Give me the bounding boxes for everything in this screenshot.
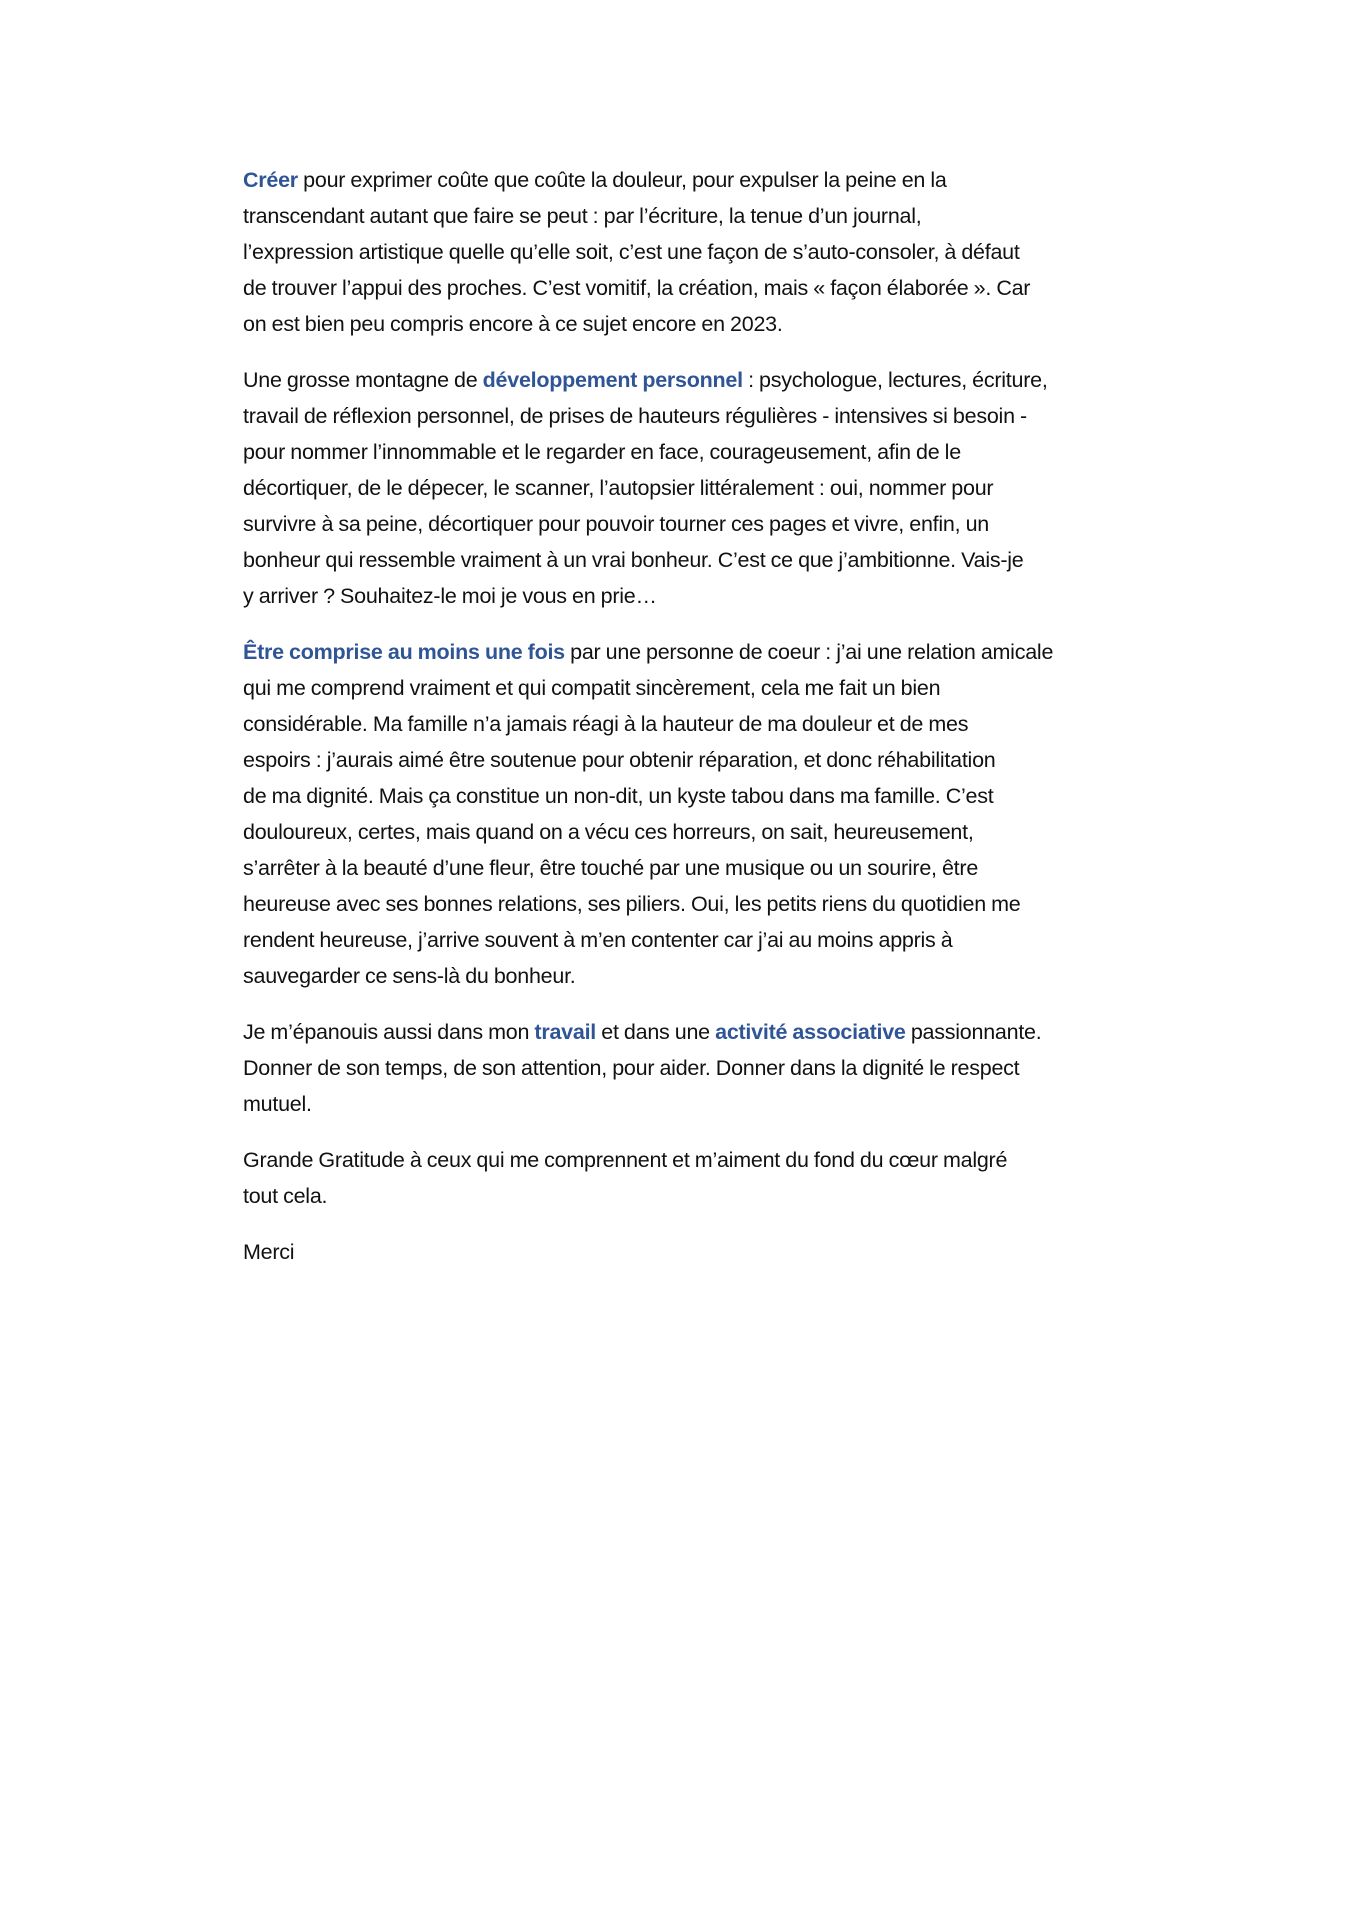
text-line (243, 784, 994, 808)
text-line (243, 168, 947, 192)
text-line (243, 240, 1020, 264)
text-run: qui me comprend vraiment et qui compatit sincèrement, cela me fait un bien (243, 676, 941, 700)
text-run: Je m’épanouis aussi dans mon (243, 1020, 535, 1044)
highlighted-keyword: développement personnel (482, 368, 743, 392)
text-line (243, 584, 657, 608)
text-line (243, 1240, 294, 1264)
text-line (243, 640, 1053, 664)
highlighted-keyword: activité associative (715, 1020, 906, 1044)
text-line (243, 204, 921, 228)
text-run: mutuel. (243, 1092, 312, 1116)
text-line (243, 712, 968, 736)
text-run: tout cela. (243, 1184, 328, 1208)
text-line (243, 404, 1027, 428)
text-run: sauvegarder ce sens-là du bonheur. (243, 964, 576, 988)
text-run: travail de réflexion personnel, de prises de hauteurs régulières - intensives si besoin - (243, 404, 1027, 428)
text-run: décortiquer, de le dépecer, le scanner, l’autopsier littéralement : oui, nommer pour (243, 476, 994, 500)
text-run: bonheur qui ressemble vraiment à un vrai bonheur. C’est ce que j’ambitionne. Vais-je (243, 548, 1024, 572)
text-run: rendent heureuse, j’arrive souvent à m’en contenter car j’ai au moins appris à (243, 928, 953, 952)
text-run: passionnante. (905, 1020, 1042, 1044)
text-run: considérable. Ma famille n’a jamais réagi à la hauteur de ma douleur et de mes (243, 712, 969, 736)
text-run: on est bien peu compris encore à ce sujet encore en 2023. (243, 312, 783, 336)
text-line (243, 1092, 312, 1116)
text-run: survivre à sa peine, décortiquer pour pouvoir tourner ces pages et vivre, enfin, un (243, 512, 989, 536)
highlighted-keyword: Créer (243, 168, 298, 192)
text-line (243, 856, 978, 880)
document-body (243, 162, 1203, 1290)
paragraph (243, 162, 1203, 342)
text-run: y arriver ? Souhaitez-le moi je vous en prie… (243, 584, 657, 608)
text-line (243, 312, 783, 336)
text-run: pour nommer l’innommable et le regarder en face, courageusement, afin de le (243, 440, 961, 464)
text-line (243, 1148, 1007, 1172)
text-line (243, 276, 1030, 300)
text-line (243, 1020, 1041, 1044)
text-run: transcendant autant que faire se peut : par l’écriture, la tenue d’un journal, (243, 204, 922, 228)
highlighted-keyword: Être comprise au moins une fois (243, 640, 565, 664)
text-run: par une personne de coeur : j’ai une relation amicale (564, 640, 1054, 664)
text-run: Grande Gratitude à ceux qui me comprennent et m’aiment du fond du cœur malgré (243, 1148, 1008, 1172)
paragraph (243, 1014, 1203, 1122)
text-run: espoirs : j’aurais aimé être soutenue pour obtenir réparation, et donc réhabilitation (243, 748, 996, 772)
text-line (243, 820, 974, 844)
paragraph (243, 634, 1203, 994)
text-run: l’expression artistique quelle qu’elle soit, c’est une façon de s’auto-consoler, à défaut (243, 240, 1020, 264)
paragraph (243, 362, 1203, 614)
text-line (243, 748, 996, 772)
text-line (243, 476, 993, 500)
text-line (243, 676, 940, 700)
text-run: heureuse avec ses bonnes relations, ses piliers. Oui, les petits riens du quotidien me (243, 892, 1021, 916)
text-run: : psychologue, lectures, écriture, (742, 368, 1048, 392)
highlighted-keyword: travail (534, 1020, 597, 1044)
text-line (243, 512, 989, 536)
text-run: Donner de son temps, de son attention, pour aider. Donner dans la dignité le respect (243, 1056, 1020, 1080)
text-line (243, 1056, 1019, 1080)
text-run: et dans une (596, 1020, 716, 1044)
text-run: pour exprimer coûte que coûte la douleur, pour expulser la peine en la (297, 168, 947, 192)
paragraph (243, 1142, 1203, 1214)
paragraph (243, 1234, 1203, 1270)
text-run: Merci (243, 1240, 295, 1264)
text-line (243, 892, 1021, 916)
text-run: s’arrêter à la beauté d’une fleur, être touché par une musique ou un sourire, être (243, 856, 979, 880)
text-line (243, 368, 1048, 392)
text-line (243, 1184, 327, 1208)
text-line (243, 928, 952, 952)
text-run: de ma dignité. Mais ça constitue un non-dit, un kyste tabou dans ma famille. C’est (243, 784, 994, 808)
text-run: douloureux, certes, mais quand on a vécu ces horreurs, on sait, heureusement, (243, 820, 974, 844)
text-line (243, 440, 961, 464)
text-run: Une grosse montagne de (243, 368, 483, 392)
text-line (243, 964, 576, 988)
text-run: de trouver l’appui des proches. C’est vomitif, la création, mais « façon élaborée ». Car (243, 276, 1031, 300)
text-line (243, 548, 1024, 572)
